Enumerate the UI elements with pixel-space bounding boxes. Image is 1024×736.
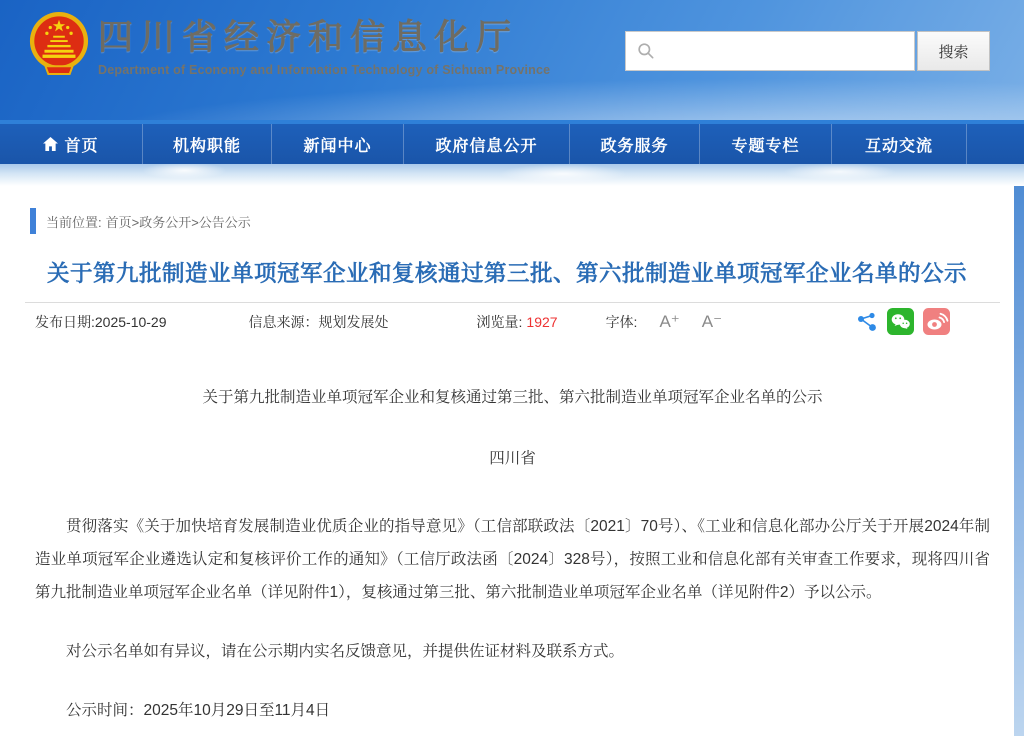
site-header: [0, 0, 1024, 120]
article-body: [0, 386, 1014, 727]
view-count: [477, 312, 558, 332]
page-title: 关于第九批制造业单项冠军企业和复核通过第三批、第六批制造业单项冠军企业名单的公示: [46, 261, 967, 286]
content-panel: [0, 186, 1014, 736]
nav-filler: [967, 124, 1024, 164]
wechat-icon[interactable]: [887, 308, 914, 335]
paragraph: 公示时间：2025年10月29日至11月4日: [66, 702, 331, 719]
search-input[interactable]: [656, 32, 914, 70]
site-title-en: Department of Economy and Information Technology of Sichuan Province: [98, 62, 551, 77]
weibo-icon[interactable]: [923, 308, 950, 335]
brand-block: [28, 8, 550, 78]
views-value: 1927: [526, 313, 558, 330]
nav-item-label: 互动交流: [864, 137, 933, 155]
breadcrumb: [30, 208, 1014, 234]
document-title: 关于第九批制造业单项冠军企业和复核通过第三批、第六批制造业单项冠军企业名单的公示: [202, 389, 823, 406]
font-size-controls: [606, 312, 723, 332]
cloud-strip: [0, 164, 1024, 186]
nav-item-news[interactable]: [272, 124, 404, 164]
site-title: 四川省经济和信息化厅: [98, 17, 519, 57]
nav-item-services[interactable]: [570, 124, 700, 164]
paragraph: 对公示名单如有异议，请在公示期内实名反馈意见，并提供佐证材料及联系方式。: [66, 643, 625, 660]
font-increase-button[interactable]: A⁺: [659, 311, 680, 331]
search-area: [625, 31, 990, 71]
source-label: 信息来源：: [248, 313, 319, 330]
main-nav: [0, 120, 1024, 164]
nav-item-label: 机构职能: [172, 137, 241, 155]
search-button[interactable]: 搜索: [917, 31, 990, 71]
font-decrease-button[interactable]: A⁻: [701, 311, 723, 331]
breadcrumb-label: 当前位置:: [46, 214, 102, 230]
nav-item-topics[interactable]: [700, 124, 832, 164]
breadcrumb-bar: [30, 208, 36, 234]
nav-item-gov-info[interactable]: [404, 124, 570, 164]
paragraph: 贯彻落实《关于加快培育发展制造业优质企业的指导意见》（工信部联政法〔2021〕70号）、《工业和信息化部办公厅关于开展2024年制造业单项冠军企业遴选认定和复核评价工作的通知》（工信厅政法函〔2024〕328号），按照工业和信息化部有关审查工作要求，现将四川省第九批制造业单项冠军企业名单（详见附件1），复核通过第三批、第六批制造业单项冠军企业名单（详见附件2）予以公示。: [35, 518, 990, 601]
nav-item-label: 专题专栏: [731, 137, 800, 155]
breadcrumb-path[interactable]: 首页>政务公开>公告公示: [105, 214, 251, 230]
source-value: 规划发展处: [318, 313, 389, 330]
font-label: 字体:: [605, 313, 638, 330]
main-wrap: [0, 186, 1024, 736]
document-subtitle: 四川省: [489, 450, 536, 467]
nav-item-label: 首页: [64, 137, 99, 155]
nav-item-functions[interactable]: [143, 124, 272, 164]
nav-item-home[interactable]: [0, 124, 143, 164]
national-emblem-icon: [28, 8, 90, 78]
brand-text: [98, 10, 550, 77]
share-nodes-icon[interactable]: [856, 311, 878, 333]
article-meta-row: [25, 302, 1000, 340]
share-group: [856, 308, 950, 335]
views-label: 浏览量:: [476, 313, 523, 330]
home-icon: [43, 137, 58, 151]
search-box: [625, 31, 915, 71]
nav-item-label: 政府信息公开: [435, 137, 538, 155]
nav-item-interaction[interactable]: [832, 124, 967, 164]
nav-item-label: 政务服务: [600, 137, 669, 155]
publish-date: 发布日期:2025-10-29: [35, 313, 167, 330]
nav-item-label: 新闻中心: [303, 137, 372, 155]
info-source: [249, 312, 389, 332]
search-icon: [636, 41, 656, 61]
